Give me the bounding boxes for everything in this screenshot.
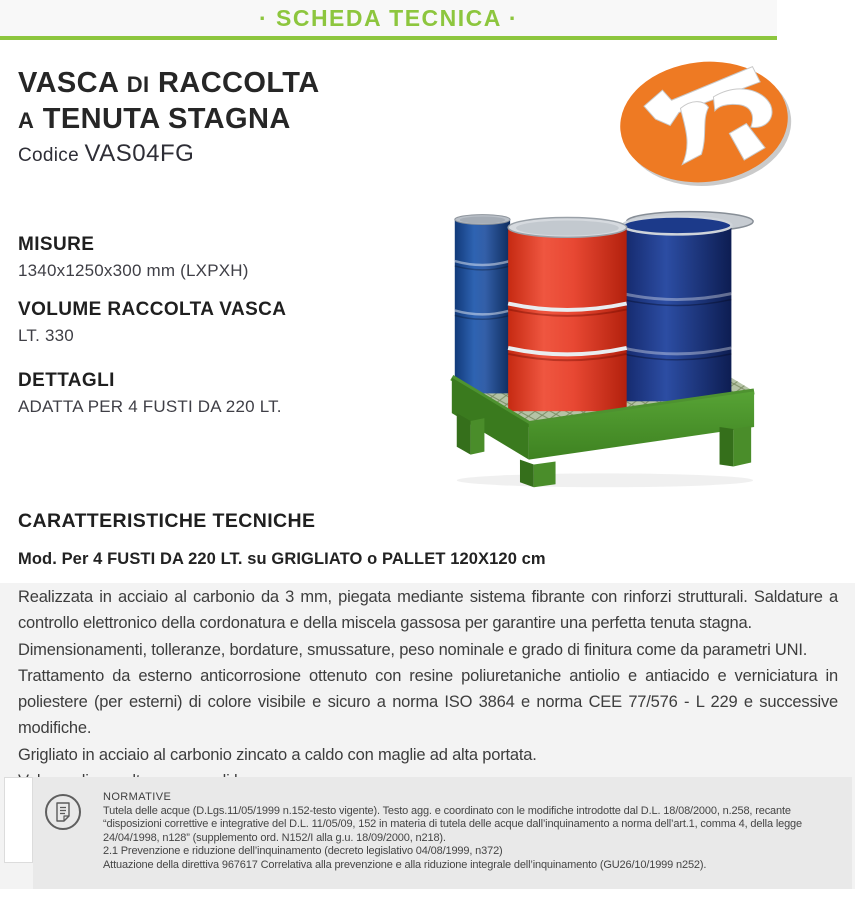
company-logo-icon xyxy=(616,50,792,192)
spec-value-volume: LT. 330 xyxy=(18,326,74,345)
product-photo-drums-on-pallet xyxy=(437,198,763,490)
blue-drum-left xyxy=(455,215,510,394)
product-title xyxy=(18,66,448,138)
code-label: Codice xyxy=(18,145,85,166)
tech-paragraph: Dimensionamenti, tolleranze, bordature, smussature, peso nominale e grado di finitura come da parametri UNI. xyxy=(18,640,808,659)
code-value: VAS04FG xyxy=(84,140,195,167)
drums-pallet-illustration xyxy=(437,198,763,490)
tech-paragraph: Realizzata in acciaio al carbonio da 3 mm, piegata mediante sistema fibrante con rinforzi strutturali. Saldature a controllo elettronico della cordonatura e della miscela gassosa per garantire una perfetta tenuta stagna. xyxy=(18,588,838,633)
product-title-line1: VASCA DI RACCOLTA xyxy=(18,67,320,99)
spec-label-dettagli: DETTAGLI xyxy=(18,370,115,391)
normative-line: 2.1 Prevenzione e riduzione dell’inquinamento (decreto legislativo 04/08/1999, n372) xyxy=(103,845,503,858)
spec-label-volume: VOLUME RACCOLTA VASCA xyxy=(18,299,287,320)
product-title-line2: A TENUTA STAGNA xyxy=(18,103,291,135)
normative-heading: NORMATIVE xyxy=(103,791,172,803)
footer-side-box xyxy=(4,777,33,863)
header-underline xyxy=(0,36,777,40)
header-band xyxy=(0,0,777,36)
company-logo xyxy=(616,50,792,192)
normative-line: Attuazione della direttiva 967617 Correlativa alla prevenzione e alla riduzione integrale dell’inquinamento (GU26/10/1999 n252). xyxy=(103,858,707,871)
tech-heading: CARATTERISTICHE TECNICHE xyxy=(18,510,316,532)
tech-paragraph: Trattamento da esterno anticorrosione ottenuto con resine poliuretaniche antiolio e antiacido e verniciatura in poliestere (per esterni) di colore visibile e sicuro a norma ISO 3864 e norma CEE 77/576 - L 229 e successive modifiche. xyxy=(18,666,838,738)
spec-label-misure: MISURE xyxy=(18,234,95,255)
page-title: · SCHEDA TECNICA · xyxy=(258,4,519,31)
spec-value-dettagli: ADATTA PER 4 FUSTI DA 220 LT. xyxy=(18,397,282,416)
normative-text xyxy=(103,791,845,872)
tech-model-line: Mod. Per 4 FUSTI DA 220 LT. su GRIGLIATO o PALLET 120X120 cm xyxy=(18,550,546,568)
spec-value-misure: 1340x1250x300 mm (LXPXH) xyxy=(18,261,249,280)
normative-line: Tutela delle acque (D.Lgs.11/05/1999 n.152-testo vigente). Testo agg. e coordinato con le modifiche introdotte dal D.L. 18/08/2000, n.258, recante “disposizioni correttive e integrative del D.L. 11/05/09, 152 in materia di tutela delle acque dall’inquinamento a norma dell’art.1, comma 4, della legge 24/04/1998, n128” (supplemento ord. N152/I alla g.u. 18/09/2000, n218). xyxy=(103,805,802,844)
tech-description xyxy=(18,584,838,794)
red-drum-center xyxy=(508,218,627,412)
document-icon xyxy=(53,801,73,823)
normative-panel xyxy=(33,777,852,889)
product-code xyxy=(18,140,194,168)
tech-paragraph: Grigliato in acciaio al carbonio zincato a caldo con maglie ad alta portata. xyxy=(18,745,537,764)
normative-badge xyxy=(45,794,81,830)
blue-drum-right xyxy=(623,217,732,402)
